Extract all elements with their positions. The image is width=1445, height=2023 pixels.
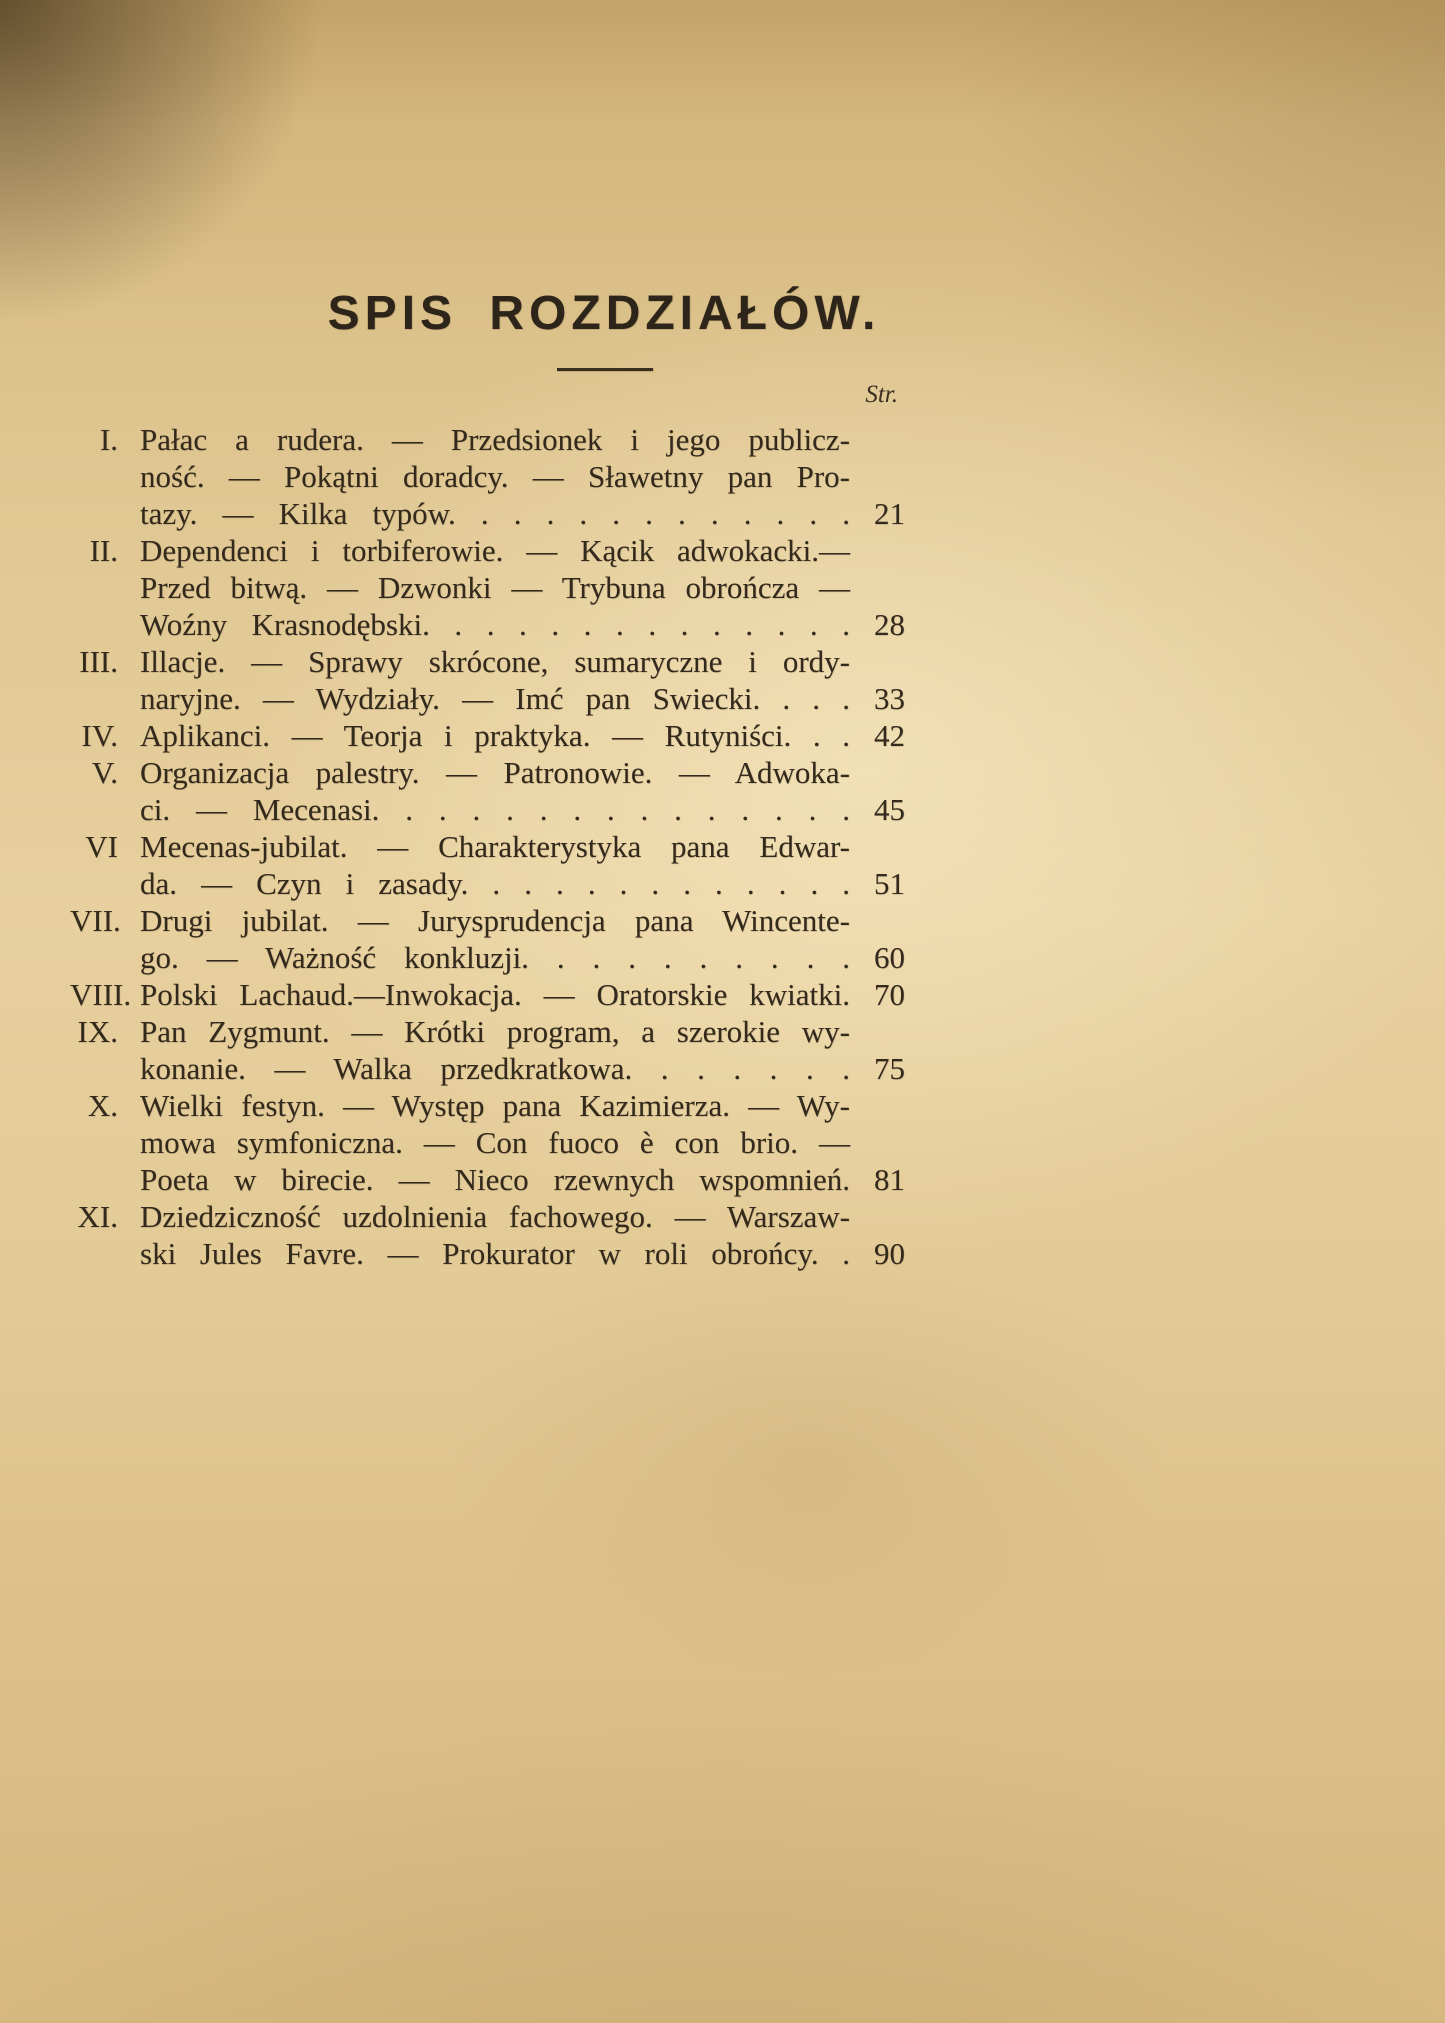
page-number: 21	[874, 496, 905, 531]
toc-row	[70, 791, 920, 828]
page-number: 81	[874, 1162, 905, 1197]
chapter-line: Przed bitwą. — Dzwonki — Trybuna obrończa —	[140, 570, 850, 605]
chapter-line: Organizacja palestry. — Patronowie. — Adwoka-	[140, 755, 850, 790]
chapter-numeral: XI.	[77, 1199, 118, 1234]
chapter-line: Pan Zygmunt. — Krótki program, a szerokie wy-	[140, 1014, 850, 1049]
toc-row	[70, 1235, 920, 1272]
toc-row	[70, 717, 920, 754]
toc-row	[70, 569, 920, 606]
chapter-line: da. — Czyn i zasady. . . . . . . . . . . . .	[140, 866, 850, 901]
chapter-line: tazy. — Kilka typów. . . . . . . . . . . . .	[140, 496, 850, 531]
chapter-numeral: III.	[79, 644, 118, 679]
chapter-numeral: X.	[87, 1088, 118, 1123]
page-number: 60	[874, 940, 905, 975]
chapter-line: Pałac a rudera. — Przedsionek i jego publicz-	[140, 422, 850, 457]
chapter-line: ski Jules Favre. — Prokurator w roli obrońcy. .	[140, 1236, 850, 1271]
page-number: 90	[874, 1236, 905, 1271]
page-number: 70	[874, 977, 905, 1012]
toc-row	[70, 1087, 920, 1124]
toc-row	[70, 606, 920, 643]
chapter-line: Illacje. — Sprawy skrócone, sumaryczne i ordy-	[140, 644, 850, 679]
toc-row	[70, 939, 920, 976]
chapter-line: ność. — Pokątni doradcy. — Sławetny pan Pro-	[140, 459, 850, 494]
page-number: 33	[874, 681, 905, 716]
chapter-line: go. — Ważność konkluzji. . . . . . . . . .	[140, 940, 850, 975]
toc-row	[70, 976, 920, 1013]
toc-row	[70, 1013, 920, 1050]
chapter-line: Dziedziczność uzdolnienia fachowego. — Warszaw-	[140, 1199, 850, 1234]
chapter-numeral: I.	[99, 422, 118, 457]
chapter-line: Polski Lachaud.—Inwokacja. — Oratorskie kwiatki.	[140, 977, 850, 1012]
chapter-line: ci. — Mecenasi. . . . . . . . . . . . . . .	[140, 792, 850, 827]
toc-row	[70, 1198, 920, 1235]
toc-row	[70, 865, 920, 902]
chapter-numeral: IX.	[77, 1014, 118, 1049]
toc-row	[70, 1124, 920, 1161]
page-column-header: Str.	[865, 381, 898, 408]
chapter-line: naryjne. — Wydziały. — Imć pan Swiecki. . . .	[140, 681, 850, 716]
page-number: 28	[874, 607, 905, 642]
chapter-numeral: II.	[89, 533, 118, 568]
chapter-line: Dependenci i torbiferowie. — Kącik adwokacki.—	[140, 533, 850, 568]
chapter-numeral: VII.	[70, 903, 121, 938]
toc-row	[70, 532, 920, 569]
chapter-line: Woźny Krasnodębski. . . . . . . . . . . . . .	[140, 607, 850, 642]
page-content	[70, 0, 920, 1272]
chapter-numeral: IV.	[81, 718, 118, 753]
toc-row	[70, 421, 920, 458]
page-number: 45	[874, 792, 905, 827]
toc-row	[70, 643, 920, 680]
chapter-numeral: V.	[91, 755, 118, 790]
chapter-line: Wielki festyn. — Występ pana Kazimierza. — Wy-	[140, 1088, 850, 1123]
title-divider	[557, 368, 653, 371]
page-title: SPIS ROZDZIAŁÓW.	[327, 287, 881, 340]
toc-row	[70, 828, 920, 865]
page-number: 51	[874, 866, 905, 901]
chapter-numeral: VIII.	[70, 977, 132, 1012]
toc-row	[70, 495, 920, 532]
toc-row	[70, 1050, 920, 1087]
chapter-line: konanie. — Walka przedkratkowa. . . . . . .	[140, 1051, 850, 1086]
page-number: 42	[874, 718, 905, 753]
toc-row	[70, 680, 920, 717]
chapter-line: Drugi jubilat. — Jurysprudencja pana Wincente-	[140, 903, 850, 938]
chapter-line: Aplikanci. — Teorja i praktyka. — Rutyniści. . .	[140, 718, 850, 753]
chapter-line: Poeta w birecie. — Nieco rzewnych wspomnień.	[140, 1162, 850, 1197]
toc-row	[70, 458, 920, 495]
table-of-contents	[70, 421, 920, 1272]
chapter-line: Mecenas-jubilat. — Charakterystyka pana Edwar-	[140, 829, 850, 864]
page-number: 75	[874, 1051, 905, 1086]
toc-row	[70, 754, 920, 791]
chapter-line: mowa symfoniczna. — Con fuoco è con brio. —	[140, 1125, 850, 1160]
toc-row	[70, 902, 920, 939]
chapter-numeral: VI	[85, 829, 118, 864]
toc-row	[70, 1161, 920, 1198]
